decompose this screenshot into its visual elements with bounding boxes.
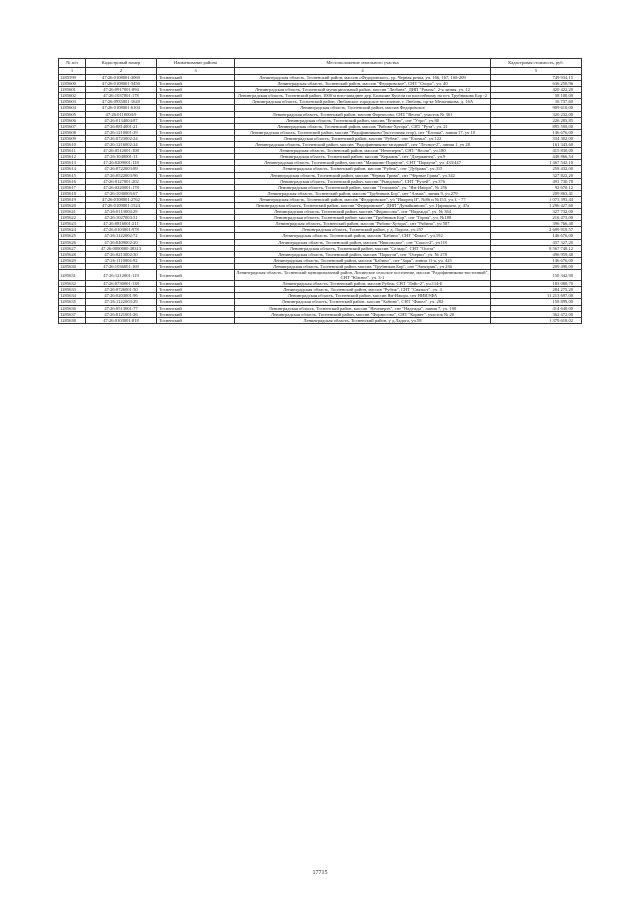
cadastral-number-cell: 47:26:0103001:978 xyxy=(86,227,157,233)
row-number-cell: 1285629 xyxy=(59,257,86,263)
cadastral-number-cell: 47:26:1122002:72 xyxy=(86,233,157,239)
row-number-cell: 1285613 xyxy=(59,160,86,166)
location-cell: Ленинградская область, Тосненский район, массив "Нечеперть", снт "Надежда", линия 7, уч. 190 xyxy=(235,305,491,311)
district-name-cell: Тосненский xyxy=(157,317,235,323)
row-number-cell: 1285599 xyxy=(59,75,86,81)
district-name-cell: Тосненский xyxy=(157,209,235,215)
location-cell: Ленинградская область, Тосненский район, массив "Никольское", снт "Сокол-2", уч118 xyxy=(235,239,491,245)
cadastral-number-cell: 47:26:0209001:118 xyxy=(86,160,157,166)
cadastral-value-cell: 749 934,15 xyxy=(491,75,582,81)
location-cell: Ленинградская область, Тосненский район, массив "Форносово", СНТ "Корвет", участок № 20 xyxy=(235,311,491,317)
table-header-row xyxy=(59,59,582,68)
cadastral-number-cell: 47:26:0935001:1620 xyxy=(86,99,157,105)
location-cell: Ленинградская область, Тосненский район, массив "Сельцо", СНТ "Осота" xyxy=(235,245,491,251)
row-number-cell: 1285633 xyxy=(59,287,86,293)
district-name-cell: Тосненский xyxy=(157,287,235,293)
district-name-cell: Тосненский xyxy=(157,245,235,251)
cadastral-value-cell: 1 073 393,44 xyxy=(491,196,582,202)
district-name-cell: Тосненский xyxy=(157,270,235,281)
district-name-cell: Тосненский xyxy=(157,281,235,287)
cadastral-number-cell: 47:26:0203001:96 xyxy=(86,293,157,299)
cadastral-number-cell: 47:26:1040001:11 xyxy=(86,154,157,160)
location-cell: Ленинградская область, Тосненский район, массив "Рябово-Хутора", снт "Рябина", уч 587 xyxy=(235,221,491,227)
cadastral-value-cell: 11 213 697,00 xyxy=(491,293,582,299)
cadastral-number-cell: 47:26:1030003:67 xyxy=(86,190,157,196)
table-row xyxy=(59,270,582,281)
header-row-number: № п/п xyxy=(59,59,86,68)
row-number-cell: 1285616 xyxy=(59,178,86,184)
location-cell: Ленинградская область, Тосненский район, массив "Рубеж", снт "Ёлочка", уч.122 xyxy=(235,135,491,141)
district-name-cell: Тосненский xyxy=(157,251,235,257)
row-number-cell: 1285609 xyxy=(59,135,86,141)
location-cell: Ленинградская область, Тосненский район, массив "Рябово-Хутора", СНТ "Рута", уч. 21 xyxy=(235,123,491,129)
cadastral-number-cell: 47:26:0108001:6104 xyxy=(86,105,157,111)
cadastral-value-cell: 1 467 542,10 xyxy=(491,160,582,166)
cadastral-number-cell: 47:26:0917001:894 xyxy=(86,87,157,93)
district-name-cell: Тосненский xyxy=(157,196,235,202)
row-number-cell: 1285624 xyxy=(59,227,86,233)
cadastral-number-cell: 47:26:0726001:50 xyxy=(86,287,157,293)
table-body xyxy=(59,75,582,324)
cadastral-value-cell: 909 610,00 xyxy=(491,105,582,111)
cadastral-value-cell: 146 676,00 xyxy=(491,257,582,263)
row-number-cell: 1285614 xyxy=(59,166,86,172)
cadastral-number-cell: 47:26:0108001:3450 xyxy=(86,81,157,87)
row-number-cell: 1285604 xyxy=(59,105,86,111)
cadastral-value-cell: 209 490,00 xyxy=(491,263,582,269)
location-cell: Ленинградская область, Тосненский район, массив "Поркузи", снт "Озерки", уч. № 278 xyxy=(235,251,491,257)
cadastral-number-cell: 47:26:0108001:2762 xyxy=(86,196,157,202)
cadastral-number-cell: 47:26:0109001:1524 xyxy=(86,202,157,208)
location-cell: Ленинградская область, Тосненский район, массив "Радофинниково-западный", снт "Лесное-2", линия 1, уч 28 xyxy=(235,142,491,148)
district-name-cell: Тосненский xyxy=(157,148,235,154)
row-number-cell: 1285608 xyxy=(59,129,86,135)
location-cell: Ленинградская область, Тосненский район, массив "Федоровское", уч "Ижорец II", №86 и №153, уч.1, - 77 xyxy=(235,196,491,202)
row-number-cell: 1285623 xyxy=(59,221,86,227)
row-number-cell: 1285618 xyxy=(59,190,86,196)
row-number-cell: 1285602 xyxy=(59,93,86,99)
row-number-cell: 1285610 xyxy=(59,142,86,148)
location-cell: Ленинградская область, Тосненский район, Любанское городское поселение, г. Любань, пр-кт Мельникова, д. 16А xyxy=(235,99,491,105)
location-cell: Ленинградская область, Тосненский район, массив "Форносово", снт "Надежда", уч. № 364 xyxy=(235,209,491,215)
district-name-cell: Тосненский xyxy=(157,299,235,305)
cadastral-value-cell: 895 590,00 xyxy=(491,123,582,129)
cadastral-value-cell: 415 830,00 xyxy=(491,148,582,154)
district-name-cell: Тосненский xyxy=(157,117,235,123)
row-number-cell: 1285631 xyxy=(59,270,86,281)
cadastral-number-cell: 47:26:0814001:21 xyxy=(86,123,157,129)
district-name-cell: Тосненский xyxy=(157,160,235,166)
row-number-cell: 1285626 xyxy=(59,239,86,245)
row-number-cell: 1285607 xyxy=(59,123,86,129)
district-name-cell: Тосненский xyxy=(157,305,235,311)
cadastral-value-cell: 146 676,00 xyxy=(491,233,582,239)
district-name-cell: Тосненский xyxy=(157,111,235,117)
district-name-cell: Тосненский xyxy=(157,184,235,190)
district-name-cell: Тосненский xyxy=(157,154,235,160)
row-number-cell: 1285617 xyxy=(59,184,86,190)
district-name-cell: Тосненский xyxy=(157,263,235,269)
page-number: 17715 xyxy=(312,870,328,876)
row-number-cell: 1285611 xyxy=(59,148,86,154)
row-number-cell: 1285600 xyxy=(59,81,86,87)
cadastral-number-cell: 47:26:1036001:169 xyxy=(86,263,157,269)
cadastral-value-cell: 161 343,60 xyxy=(491,142,582,148)
district-name-cell: Тосненский xyxy=(157,135,235,141)
district-name-cell: Тосненский xyxy=(157,233,235,239)
cadastral-number-cell: 47:26:1212001:119 xyxy=(86,270,157,281)
column-index: 2 xyxy=(86,68,157,75)
district-name-cell: Тосненский xyxy=(157,105,235,111)
cadastral-value-cell: 1 296 427,60 xyxy=(491,202,582,208)
column-index-row xyxy=(59,68,582,75)
district-name-cell: Тосненский xyxy=(157,99,235,105)
cadastral-number-cell: 47:26:0513001:77 xyxy=(86,305,157,311)
cadastral-number-cell: 47:26:0134004:87 xyxy=(86,117,157,123)
location-cell: Ленинградская область, Тосненский район, массив "Ёглино", снт "Утро", уч.80 xyxy=(235,117,491,123)
cadastral-number-cell: 47:26:0000000:38313 xyxy=(86,245,157,251)
column-index: 3 xyxy=(157,68,235,75)
location-cell: Ленинградская область, Тосненский район, массив "Бабино", снт "Заря", линия 11-а, уч. 425 xyxy=(235,257,491,263)
location-cell: Ленинградская область, Тосненский район, массив "Керамик", снт "Дзержинец", уч.9 xyxy=(235,154,491,160)
row-number-cell: 1285621 xyxy=(59,209,86,215)
cadastral-value-cell: 327 732,00 xyxy=(491,209,582,215)
cadastral-number-cell: 47:26:0730001:138 xyxy=(86,281,157,287)
cadastral-value-cell: 16 737,60 xyxy=(491,99,582,105)
location-cell: Ленинградская область, Тосненский район, массив "Федоровское", ДНП "Дунайкиново", ул. Царицына, д. 47а xyxy=(235,202,491,208)
cadastral-value-cell: 226 283,85 xyxy=(491,117,582,123)
cadastral-value-table xyxy=(58,58,582,324)
cadastral-number-cell: 47:26:0110004:9 xyxy=(86,111,157,117)
row-number-cell: 1285627 xyxy=(59,245,86,251)
row-number-cell: 1285625 xyxy=(59,233,86,239)
cadastral-number-cell: 47:26:1210001:29 xyxy=(86,129,157,135)
cadastral-number-cell: 47:26:0103001:818 xyxy=(86,317,157,323)
row-number-cell: 1285606 xyxy=(59,117,86,123)
cadastral-number-cell: 47:26:1110004:92 xyxy=(86,257,157,263)
row-number-cell: 1285612 xyxy=(59,154,86,160)
row-number-cell: 1285601 xyxy=(59,87,86,93)
header-district-name: Наименование района xyxy=(157,59,235,68)
location-cell: Ленинградская область, Тосненский район, массив Форносово, СНТ "Весна", участок № 361 xyxy=(235,111,491,117)
cadastral-number-cell: 47:26:0512001:108 xyxy=(86,148,157,154)
cadastral-value-cell: 457 327,20 xyxy=(491,239,582,245)
cadastral-value-cell: 258 432,00 xyxy=(491,166,582,172)
cadastral-value-cell: 396 766,40 xyxy=(491,221,582,227)
row-number-cell: 1285632 xyxy=(59,281,86,287)
cadastral-number-cell: 47:26:0127001:202 xyxy=(86,178,157,184)
cadastral-value-cell: 158 899,00 xyxy=(491,299,582,305)
row-number-cell: 1285615 xyxy=(59,172,86,178)
location-cell: Ленинградская область, Тосненский район, массив "Тельмана", уч. "Ям-Ижора", № 256 xyxy=(235,184,491,190)
row-number-cell: 1285637 xyxy=(59,311,86,317)
location-cell: Ленинградская область, Тосненский район, массив "Радофинниково"(восточная стор), снт "Ёлочка", линия 17, уч 10 xyxy=(235,129,491,135)
location-cell: Ленинградская область, Тосненский район, массив "Трубников Бор", снт "Алмаз", линия 9, уч.279 xyxy=(235,190,491,196)
cadastral-value-cell: 420 422,20 xyxy=(491,87,582,93)
district-name-cell: Тосненский xyxy=(157,75,235,81)
cadastral-value-cell: 2 689 919,57 xyxy=(491,227,582,233)
table-row xyxy=(59,317,582,323)
row-number-cell: 1285634 xyxy=(59,293,86,299)
cadastral-value-cell: 216 473,00 xyxy=(491,215,582,221)
location-cell: Ленинградская область, Тосненский район, 1000 м юго-западнее дер. Большие Кусели по шоссейному на пгт. Трубникова Бор -2 xyxy=(235,93,491,99)
location-cell: Ленинградская область, Тосненский район, массив "Чёрная Грива", снт "Чёрные Грива", уч.342 xyxy=(235,172,491,178)
district-name-cell: Тосненский xyxy=(157,311,235,317)
district-name-cell: Тосненский xyxy=(157,178,235,184)
column-index: 1 xyxy=(59,68,86,75)
header-cadastral-number: Кадастровый номер xyxy=(86,59,157,68)
cadastral-value-table-sheet xyxy=(58,58,581,324)
cadastral-value-cell: 414 640,00 xyxy=(491,305,582,311)
header-cadastral-value: Кадастровая стоимость, руб. xyxy=(491,59,582,68)
row-number-cell: 1285622 xyxy=(59,215,86,221)
location-cell: Ленинградская область, Тосненский район, массив Рубеж, СНТ "Лайс-2", уч.114-Б xyxy=(235,281,491,287)
cadastral-number-cell: 47:26:0722003:89 xyxy=(86,166,157,172)
cadastral-value-cell: 327 822,20 xyxy=(491,172,582,178)
location-cell: Ленинградская область, Тосненский район, массив "Нечеперть", СНТ "Весна", уч.180 xyxy=(235,148,491,154)
location-cell: Ленинградская область, Тосненский район, массив "Машкино-Поркузи", СНТ "Поркузи", уч. 433/447 xyxy=(235,160,491,166)
location-cell: Ленинградская область, Тосненский муниципальный район, Лисинское сельское поселение, массив "Радофинниково-восточный", СНТ "Южное", уч. 3-1 xyxy=(236,270,489,281)
cadastral-number-cell: 47:26:0220001:178 xyxy=(86,184,157,190)
district-name-cell: Тосненский xyxy=(157,81,235,87)
district-name-cell: Тосненский xyxy=(157,190,235,196)
location-cell: Ленинградская область, Тосненский район, у д. Ладога, уч.257 xyxy=(235,227,491,233)
location-cell: Ленинградская область, Тосненский район, массив «Федоровское», ур. Черная речка, уч. 166, 167, 168-209 xyxy=(235,75,491,81)
row-number-cell: 1285636 xyxy=(59,305,86,311)
location-cell: Ленинградская область, Тосненский район, массив "Бабино", СНТ "Факел", уч.192 xyxy=(235,233,491,239)
row-number-cell: 1285603 xyxy=(59,99,86,105)
cadastral-number-cell: 47:26:0121001:26 xyxy=(86,311,157,317)
district-name-cell: Тосненский xyxy=(157,172,235,178)
row-number-cell: 1285630 xyxy=(59,263,86,269)
district-name-cell: Тосненский xyxy=(157,87,235,93)
cadastral-number-cell: 47:26:0108001:3069 xyxy=(86,75,157,81)
row-number-cell: 1285619 xyxy=(59,196,86,202)
cadastral-value-cell: 636 250,96 xyxy=(491,81,582,87)
cadastral-value-cell: 8 567 748,12 xyxy=(491,245,582,251)
cadastral-value-cell: 334 302,00 xyxy=(491,135,582,141)
location-cell: Ленинградская область, Тосненский район, массив "Трубников Бор", снт "Горня", уч. №188 xyxy=(235,215,491,221)
row-number-cell: 1285628 xyxy=(59,251,86,257)
cadastral-number-cell: 47:26:0409002:20 xyxy=(86,239,157,245)
cadastral-number-cell: 47:26:0522003:96 xyxy=(86,172,157,178)
column-index: 5 xyxy=(491,68,582,75)
district-name-cell: Тосненский xyxy=(157,129,235,135)
district-name-cell: Тосненский xyxy=(157,257,235,263)
cadastral-value-cell: 491 730,78 xyxy=(491,178,582,184)
cadastral-number-cell: 47:26:1027003:51 xyxy=(86,215,157,221)
cadastral-value-cell: 150 342,90 xyxy=(491,270,582,281)
district-name-cell: Тосненский xyxy=(157,202,235,208)
location-cell: Ленинградская область, Тосненский район, массив "Федоровское", СНТ "Огоро", уч. 40 xyxy=(235,81,491,87)
cadastral-number-cell: 47:26:0723002:24 xyxy=(86,135,157,141)
location-cell: Ленинградская область, Тосненский муниципальный район, массив "Любань", ДНП "Рамзы", 2-я линия, уч. 12 xyxy=(235,87,491,93)
district-name-cell: Тосненский xyxy=(157,221,235,227)
row-number-cell: 1285620 xyxy=(59,202,86,208)
cadastral-number-cell: 47:26:1037001:178 xyxy=(86,93,157,99)
cadastral-number-cell: 47:26:0213002:30 xyxy=(86,251,157,257)
cadastral-number-cell: 47:26:1122003:29 xyxy=(86,299,157,305)
cadastral-number-cell: 47:26:0816001:211 xyxy=(86,221,157,227)
header-location: Местоположение земельного участка xyxy=(235,59,491,68)
row-number-cell: 1285605 xyxy=(59,111,86,117)
cadastral-value-cell: 183 080,70 xyxy=(491,281,582,287)
district-name-cell: Тосненский xyxy=(157,166,235,172)
cadastral-value-cell: 146 676,00 xyxy=(491,129,582,135)
location-cell: Ленинградская область, Тосненский район, массив Ям-Ижора, снт НИИЭФА xyxy=(235,293,491,299)
cadastral-value-cell: 92 670,12 xyxy=(491,184,582,190)
district-name-cell: Тосненский xyxy=(157,293,235,299)
cadastral-value-cell: 58 100,00 xyxy=(491,93,582,99)
location-cell: Ленинградская область, Тосненский район, массив "Трубников Бор", снт "Электрик", уч 236 xyxy=(235,263,491,269)
district-name-cell: Тосненский xyxy=(157,215,235,221)
location-cell: Ленинградская область, Тосненский район, массив "Рындлово", СНТ "Ручей", уч.376 xyxy=(235,178,491,184)
cadastral-value-cell: 1 379 618,02 xyxy=(491,317,582,323)
district-name-cell: Тосненский xyxy=(157,123,235,129)
district-name-cell: Тосненский xyxy=(157,239,235,245)
location-cell: Ленинградская область, Тосненский район, массив "Бабино", СНТ "Факел", уч. 282 xyxy=(235,299,491,305)
cadastral-value-cell: 448 866,54 xyxy=(491,154,582,160)
location-cell: Ленинградская область, Тосненский район, массив "Рубеж", СНТ "Связист", уч. 4 xyxy=(235,287,491,293)
row-number-cell: 1285635 xyxy=(59,299,86,305)
district-name-cell: Тосненский xyxy=(157,227,235,233)
cadastral-value-cell: 496 959,48 xyxy=(491,251,582,257)
location-cell: Ленинградская область, Тосненский район, у д.Ладога, уч.58 xyxy=(235,317,491,323)
cadastral-number-cell: 47:26:1216002:24 xyxy=(86,142,157,148)
district-name-cell: Тосненский xyxy=(157,93,235,99)
column-index: 4 xyxy=(235,68,491,75)
cadastral-value-cell: 320 232,00 xyxy=(491,111,582,117)
cadastral-number-cell: 47:26:0113004:29 xyxy=(86,209,157,215)
location-cell: Ленинградская область, Тосненский район, массив Федоровское xyxy=(235,105,491,111)
cadastral-value-cell: 284 275,20 xyxy=(491,287,582,293)
district-name-cell: Тосненский xyxy=(157,142,235,148)
cadastral-value-cell: 209 863,41 xyxy=(491,190,582,196)
location-cell: Ленинградская область, Тосненский район, массив "Рубеж", снт "Дубрава", уч.315 xyxy=(235,166,491,172)
cadastral-value-cell: 362 472,00 xyxy=(491,311,582,317)
row-number-cell: 1285638 xyxy=(59,317,86,323)
